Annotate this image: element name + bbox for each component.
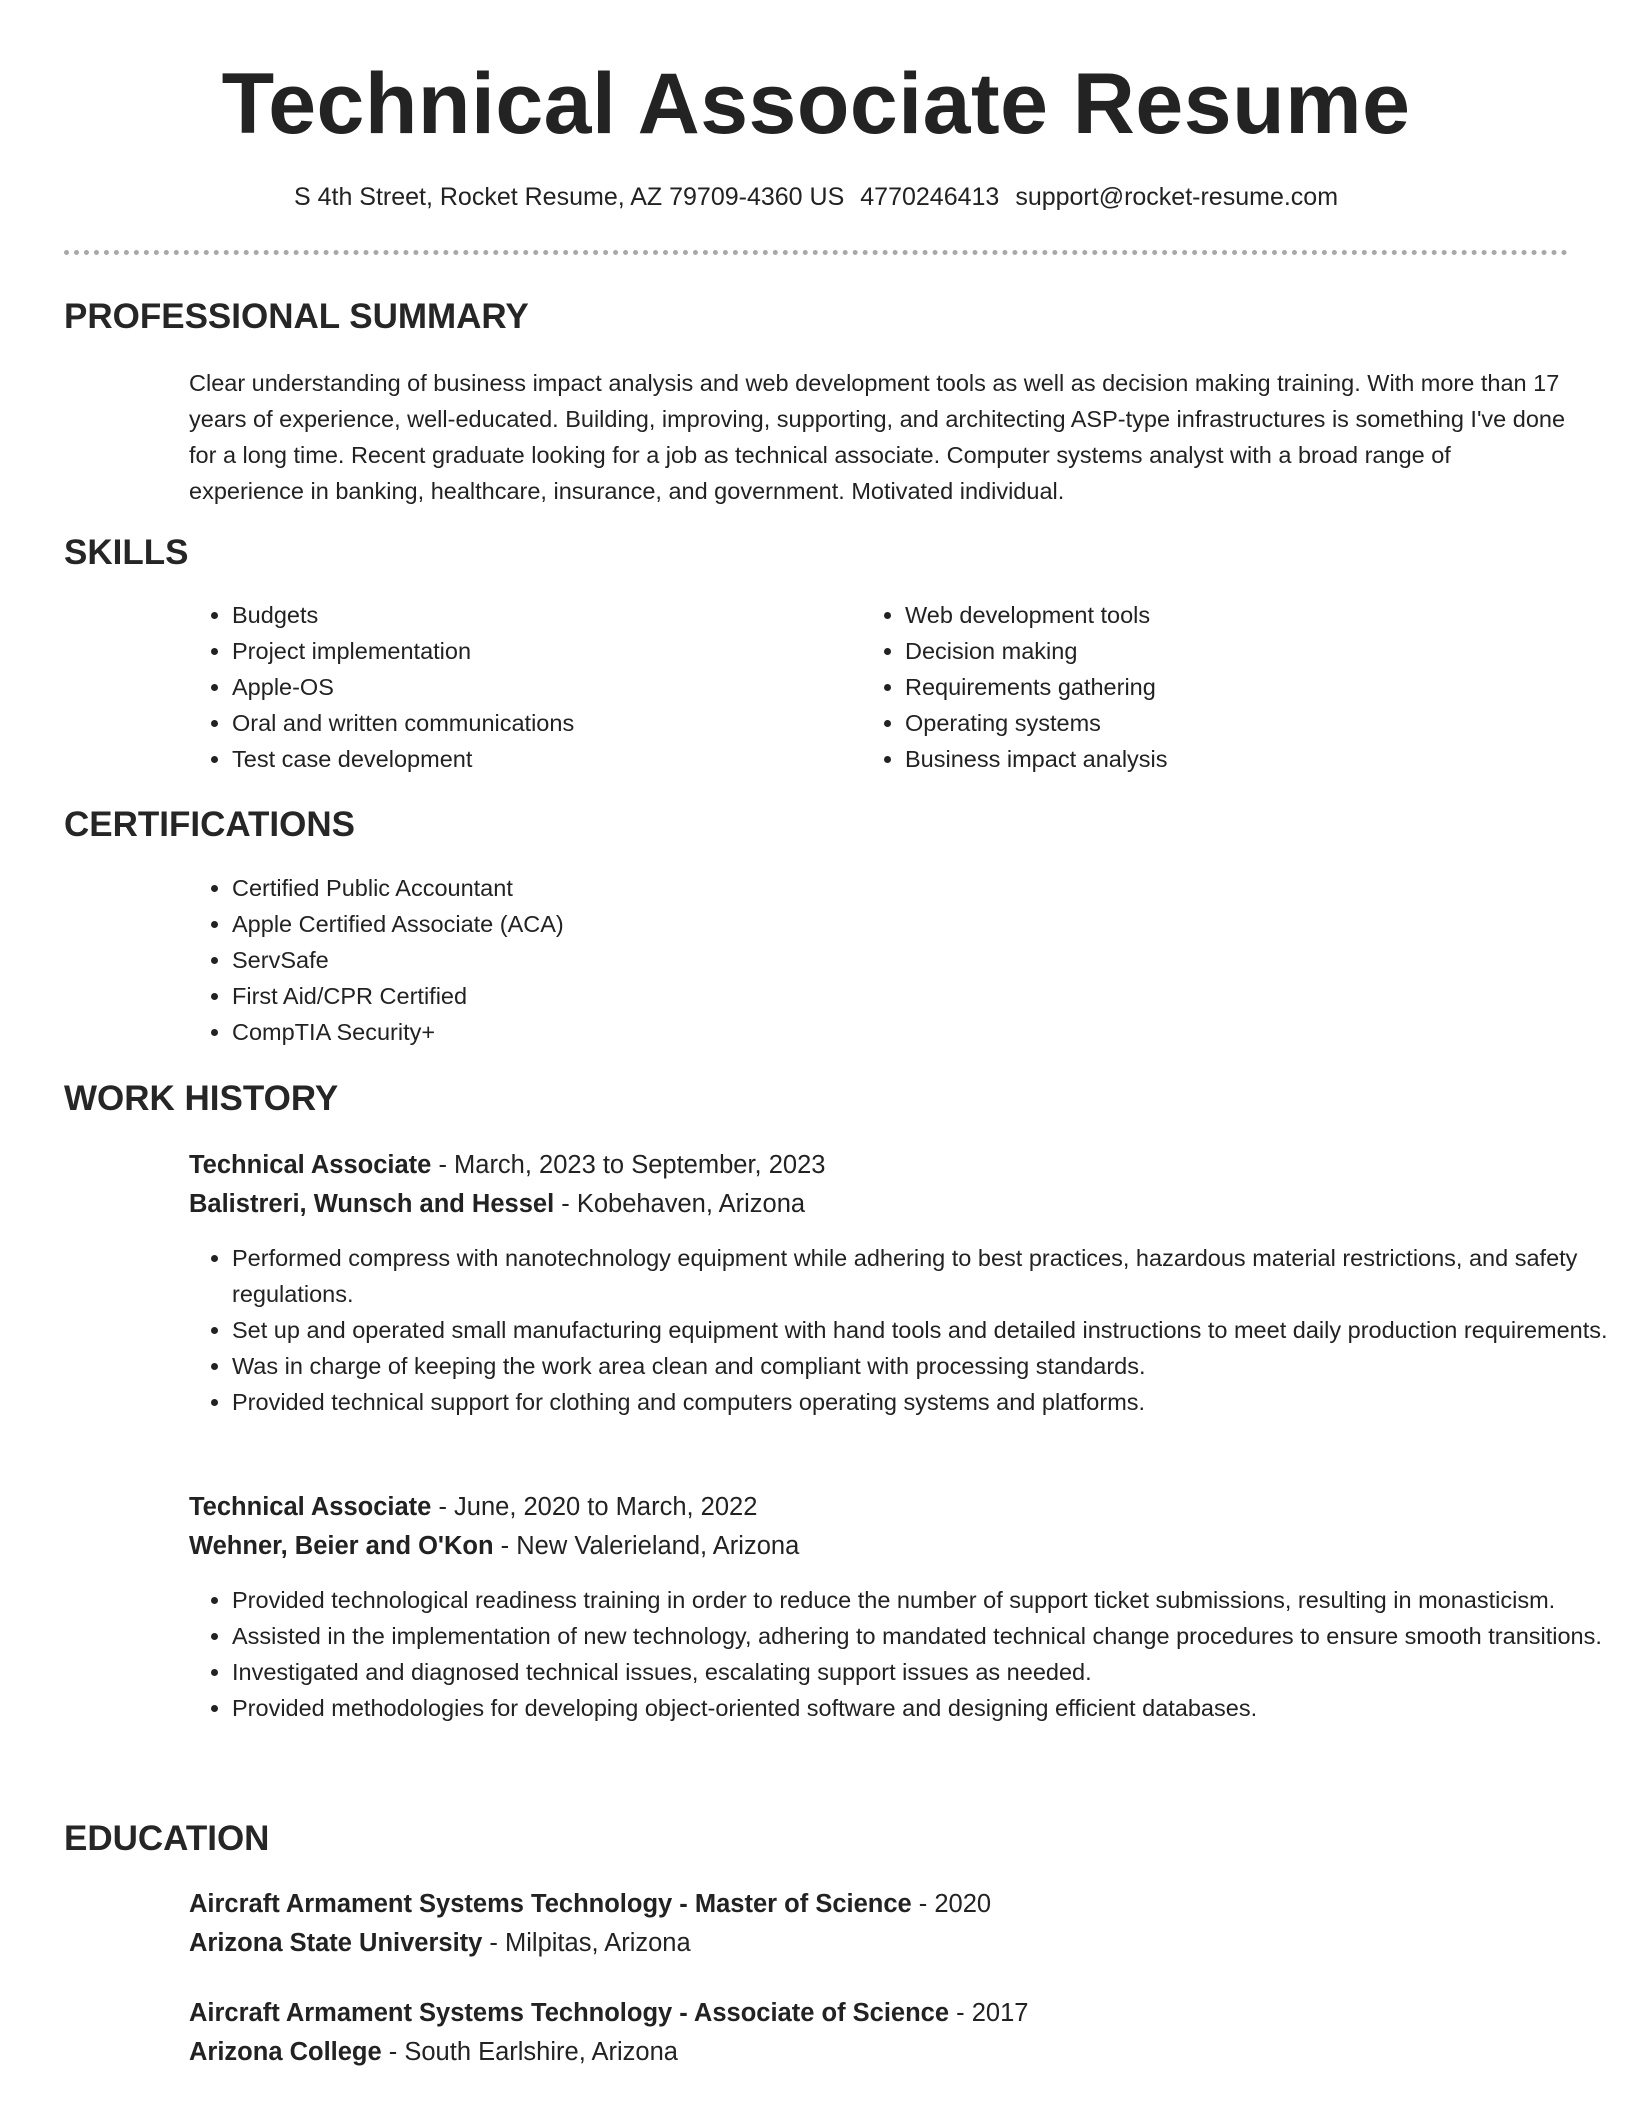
- list-item: • Budgets: [232, 597, 852, 633]
- skills-list-right: [862, 597, 1525, 777]
- education-2-location: - South Earlshire, Arizona: [381, 2038, 678, 2066]
- contact-phone: 4770246413: [860, 183, 1000, 211]
- list-item: • Business impact analysis: [905, 741, 1525, 777]
- list-item: • Project implementation: [232, 633, 852, 669]
- skills-heading: SKILLS: [64, 533, 189, 572]
- education-2-degree-line: [189, 1996, 1028, 2030]
- summary-heading: PROFESSIONAL SUMMARY: [64, 297, 529, 336]
- list-item: • CompTIA Security+: [232, 1014, 1132, 1050]
- list-item: • Requirements gathering: [905, 669, 1525, 705]
- list-item: • Investigated and diagnosed technical issues, escalating support issues as needed.: [232, 1654, 1612, 1690]
- list-item: • Provided methodologies for developing object-oriented software and designing efficient databases.: [232, 1690, 1612, 1726]
- list-item: • Apple Certified Associate (ACA): [232, 906, 1132, 942]
- job-1-company: Balistreri, Wunsch and Hessel: [189, 1190, 555, 1218]
- job-2-location: - New Valerieland, Arizona: [493, 1532, 800, 1560]
- job-1-duties: [189, 1240, 1612, 1420]
- education-1-degree-line: [189, 1887, 991, 1921]
- list-item: • Provided technological readiness training in order to reduce the number of support ticket submissions, resulting in monasticism.: [232, 1582, 1612, 1618]
- education-1-year: - 2020: [911, 1890, 992, 1918]
- list-item: • Performed compress with nanotechnology equipment while adhering to best practices, hazardous material restrictions, and safety regulations.: [232, 1240, 1612, 1312]
- list-item: • Provided technical support for clothing and computers operating systems and platforms.: [232, 1384, 1612, 1420]
- job-1-location: - Kobehaven, Arizona: [554, 1190, 806, 1218]
- education-1-school-line: [189, 1926, 691, 1960]
- header-divider: [64, 250, 1568, 255]
- education-1-degree: Aircraft Armament Systems Technology - Master of Science: [189, 1890, 912, 1918]
- job-2-duties: [189, 1582, 1612, 1726]
- contact-email: support@rocket-resume.com: [1015, 183, 1339, 211]
- job-2-company-line: [189, 1529, 799, 1563]
- skills-list-left: [189, 597, 852, 777]
- certifications-list: [189, 870, 1132, 1050]
- education-2-year: - 2017: [949, 1999, 1029, 2027]
- list-item: • Assisted in the implementation of new technology, adhering to mandated technical change procedures to ensure smooth transitions.: [232, 1618, 1612, 1654]
- education-1-location: - Milpitas, Arizona: [482, 1929, 691, 1957]
- list-item: • Was in charge of keeping the work area clean and compliant with processing standards.: [232, 1348, 1612, 1384]
- list-item: • Certified Public Accountant: [232, 870, 1132, 906]
- education-heading: EDUCATION: [64, 1819, 270, 1858]
- job-1-dates: - March, 2023 to September, 2023: [431, 1151, 826, 1179]
- education-2-school-line: [189, 2035, 678, 2069]
- job-1-role: Technical Associate: [189, 1151, 432, 1179]
- list-item: • Set up and operated small manufacturing equipment with hand tools and detailed instructions to meet daily production requirements.: [232, 1312, 1612, 1348]
- list-item: • First Aid/CPR Certified: [232, 978, 1132, 1014]
- resume-title: Technical Associate Resume: [221, 56, 1411, 152]
- summary-text: Clear understanding of business impact analysis and web development tools as well as decision making training. With more than 17 years of experience, well-educated. Building, improving, supporting, and architecting ASP-type infrastructures is something I've done for a long time. Recent graduate looking for a job as technical associate. Computer systems analyst with a broad range of experience in banking, healthcare, insurance, and government. Motivated individual.: [189, 370, 1566, 504]
- list-item: • Operating systems: [905, 705, 1525, 741]
- education-1-school: Arizona State University: [189, 1929, 483, 1957]
- job-1-company-line: [189, 1187, 805, 1221]
- education-2-school: Arizona College: [189, 2038, 382, 2066]
- list-item: • Web development tools: [905, 597, 1525, 633]
- job-2-company: Wehner, Beier and O'Kon: [189, 1532, 494, 1560]
- work-history-heading: WORK HISTORY: [64, 1079, 339, 1118]
- job-2-dates: - June, 2020 to March, 2022: [431, 1493, 758, 1521]
- job-1-title-line: [189, 1148, 825, 1182]
- list-item: • Apple-OS: [232, 669, 852, 705]
- list-item: • Oral and written communications: [232, 705, 852, 741]
- contact-line: [0, 181, 1632, 213]
- certifications-heading: CERTIFICATIONS: [64, 805, 356, 844]
- list-item: • Test case development: [232, 741, 852, 777]
- education-2-degree: Aircraft Armament Systems Technology - Associate of Science: [189, 1999, 950, 2027]
- contact-address: S 4th Street, Rocket Resume, AZ 79709-4360 US: [293, 183, 845, 211]
- list-item: • ServSafe: [232, 942, 1132, 978]
- job-2-role: Technical Associate: [189, 1493, 432, 1521]
- list-item: • Decision making: [905, 633, 1525, 669]
- job-2-title-line: [189, 1490, 757, 1524]
